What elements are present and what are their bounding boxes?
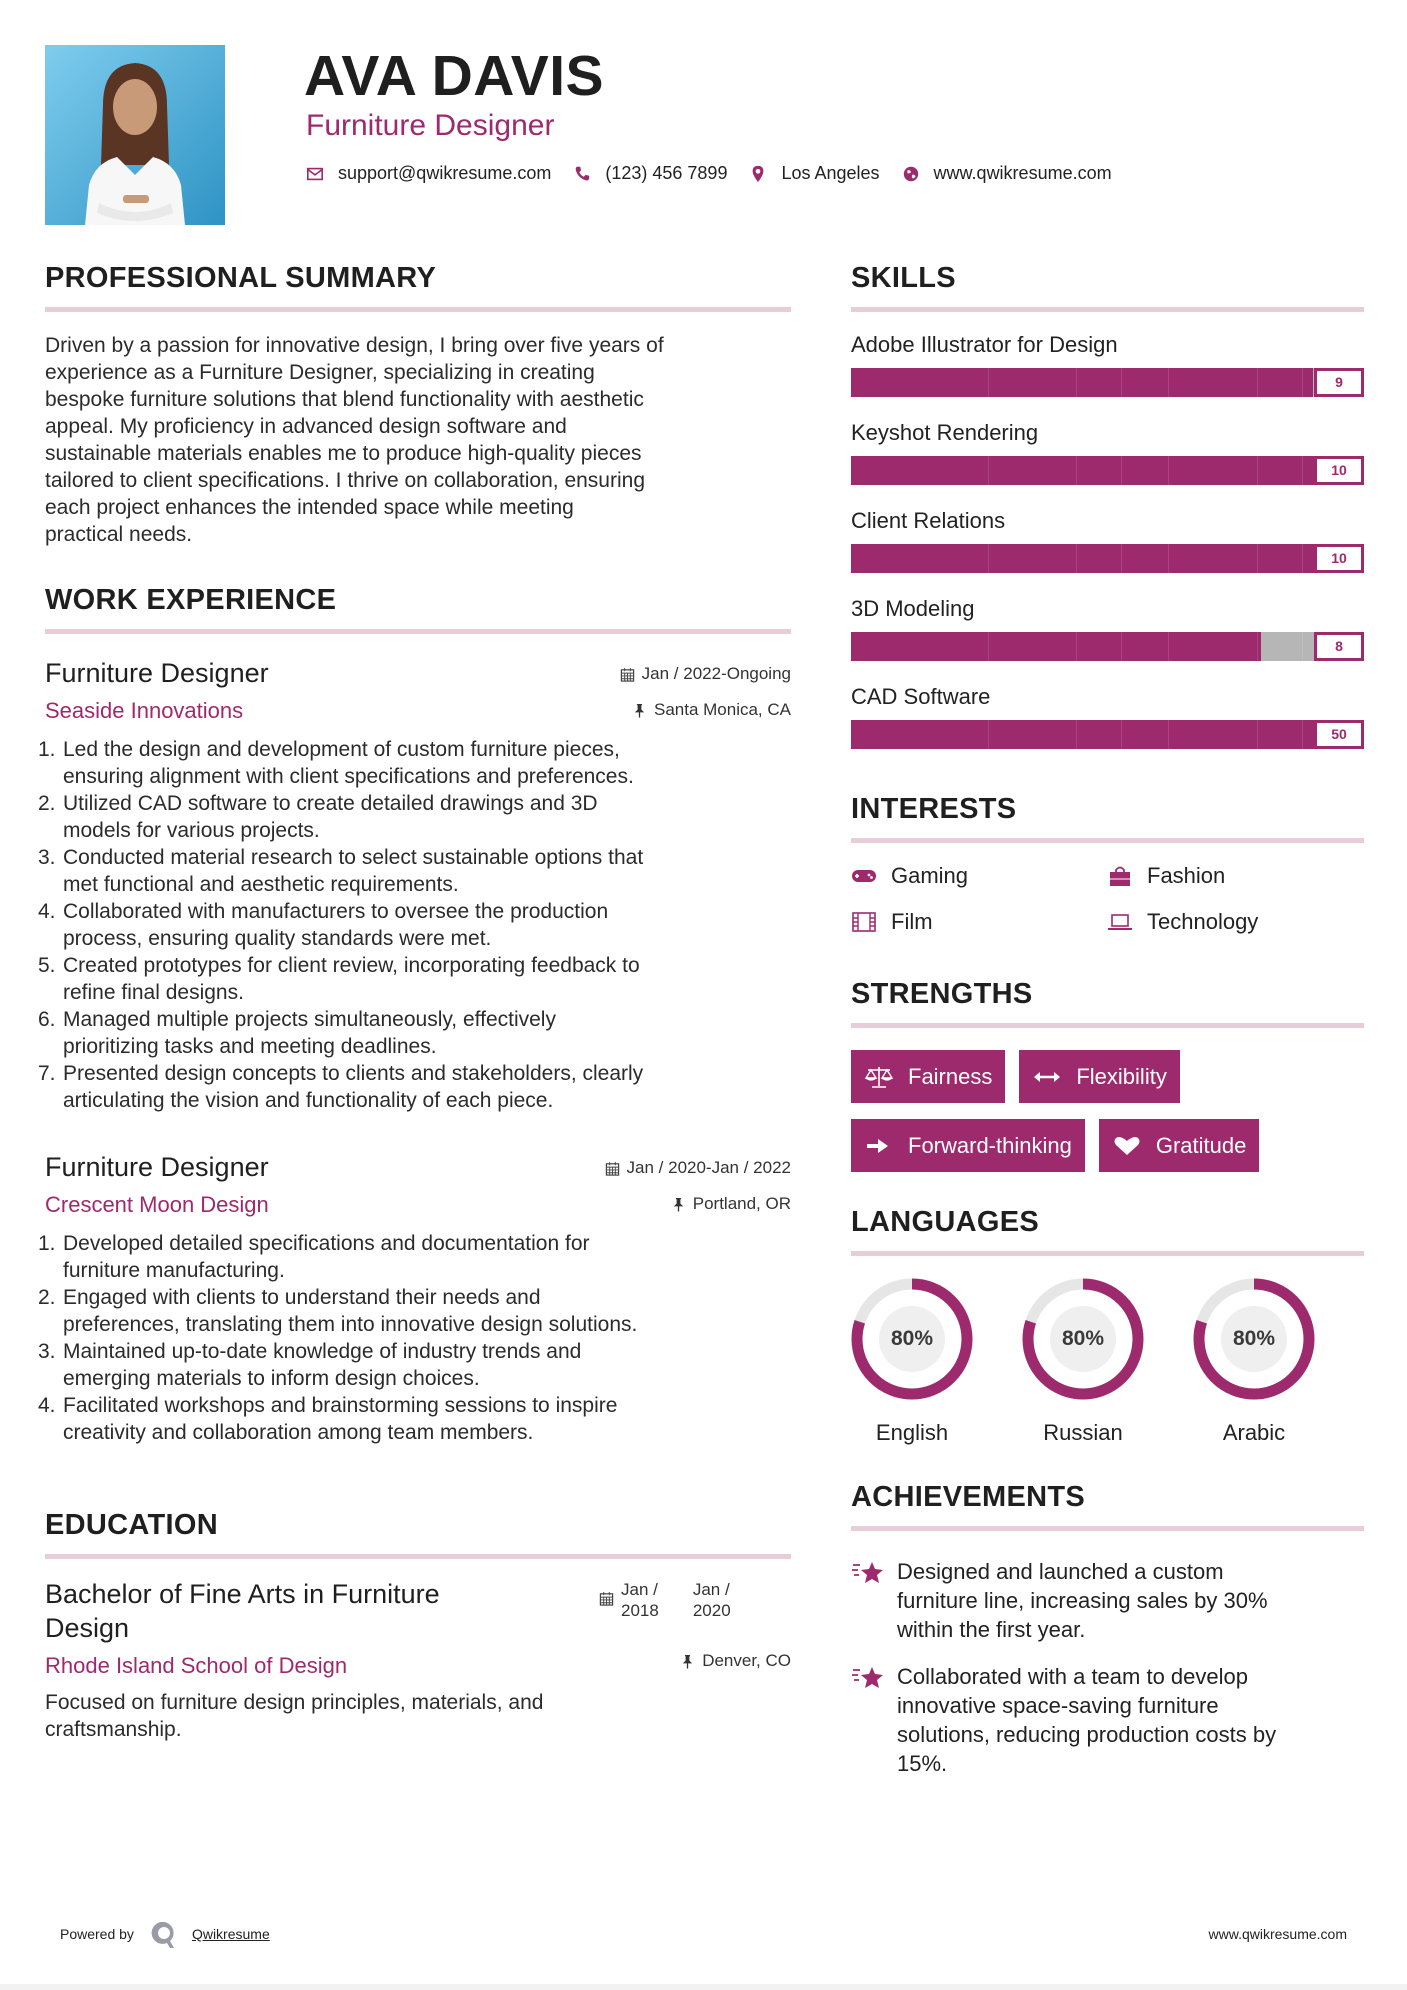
language-item bbox=[1193, 1278, 1364, 1446]
powered-by bbox=[60, 1914, 270, 1954]
calendar-icon bbox=[620, 667, 635, 682]
summary-line: experience as a Furniture Designer, specializing in creating bbox=[45, 361, 595, 384]
language-item bbox=[851, 1278, 1022, 1446]
skill-value-badge: 10 bbox=[1314, 456, 1364, 485]
bullet-item: 2. Utilized CAD software to create detailed drawings and 3D models for various projects. bbox=[38, 792, 598, 842]
degree-title: Bachelor of Fine Arts in Furniture Design bbox=[45, 1579, 440, 1643]
skill-label: 3D Modeling bbox=[851, 596, 975, 621]
job-dates-text: Jan / 2020-Jan / 2022 bbox=[626, 1158, 791, 1177]
languages-section bbox=[851, 1205, 1364, 1446]
bullet-item: 4. Collaborated with manufacturers to oversee the production process, ensuring quality standards were met. bbox=[38, 900, 609, 950]
interests-list bbox=[851, 861, 1364, 937]
job-entry bbox=[38, 1150, 791, 1446]
skill-item bbox=[851, 418, 1364, 485]
language-progress-ring bbox=[1022, 1278, 1144, 1400]
job-bullets bbox=[38, 736, 791, 1114]
section-heading-interests: INTERESTS bbox=[851, 793, 1017, 825]
summary-section bbox=[45, 261, 791, 548]
shooting-star-icon bbox=[851, 1559, 885, 1587]
calendar-icon bbox=[599, 1591, 614, 1606]
shopping-bag-icon bbox=[1107, 865, 1133, 887]
education-dates bbox=[599, 1579, 731, 1621]
shooting-star-icon bbox=[851, 1664, 885, 1692]
education-location-text: Denver, CO bbox=[702, 1651, 791, 1670]
education-description: Focused on furniture design principles, materials, and craftsmanship. bbox=[45, 1691, 544, 1741]
language-percent: 80% bbox=[1061, 1327, 1105, 1350]
section-heading-achievements: ACHIEVEMENTS bbox=[851, 1481, 1086, 1513]
job-location bbox=[671, 1194, 791, 1214]
education-location bbox=[680, 1651, 791, 1671]
achievement-item: Designed and launched a custom furniture line, increasing sales by 30% within the first year. bbox=[851, 1557, 1364, 1644]
footer bbox=[60, 1914, 1347, 1954]
language-progress-ring bbox=[1193, 1278, 1315, 1400]
location-text: Los Angeles bbox=[781, 163, 880, 183]
skill-value-badge: 8 bbox=[1314, 632, 1364, 661]
skills-section bbox=[851, 261, 1364, 749]
job-company: Seaside Innovations bbox=[45, 698, 244, 723]
bullet-item: 5. Created prototypes for client review, incorporating feedback to refine final designs. bbox=[38, 954, 640, 1004]
bullet-item: 4. Facilitated workshops and brainstorming sessions to inspire creativity and collaboration among team members. bbox=[38, 1394, 618, 1444]
education-start: Jan / 2018 bbox=[621, 1580, 659, 1620]
summary-line: sustainable materials enables me to produce high-quality pieces bbox=[45, 442, 642, 465]
strengths-list bbox=[851, 1050, 1321, 1172]
pushpin-icon bbox=[632, 703, 647, 718]
achievement-item: Collaborated with a team to develop innovative space-saving furniture solutions, reducing production costs by 15%. bbox=[851, 1662, 1364, 1778]
section-divider bbox=[45, 307, 791, 312]
website-text: www.qwikresume.com bbox=[933, 163, 1112, 183]
skill-value-badge: 10 bbox=[1314, 544, 1364, 573]
education-end: Jan / 2020 bbox=[692, 1580, 731, 1620]
section-divider bbox=[851, 838, 1364, 843]
skill-item bbox=[851, 682, 1364, 749]
interest-item-film: Film bbox=[851, 907, 1107, 937]
job-title: Furniture Designer bbox=[45, 658, 269, 688]
bullet-item: 6. Managed multiple projects simultaneously, effectively prioritizing tasks and meeting deadlines. bbox=[38, 1008, 556, 1058]
languages-list bbox=[851, 1278, 1364, 1446]
section-divider bbox=[851, 1251, 1364, 1256]
language-percent: 80% bbox=[890, 1327, 934, 1350]
contact-bar bbox=[306, 163, 1134, 184]
skill-value-badge: 50 bbox=[1314, 720, 1364, 749]
section-divider bbox=[851, 307, 1364, 312]
section-heading-education: EDUCATION bbox=[45, 1509, 218, 1541]
section-heading-summary: PROFESSIONAL SUMMARY bbox=[45, 262, 437, 294]
job-location-text: Santa Monica, CA bbox=[653, 700, 791, 719]
job-entry bbox=[38, 656, 791, 1114]
contact-phone[interactable] bbox=[573, 163, 727, 184]
arrow-right-icon bbox=[864, 1134, 894, 1158]
summary-line: tailored to client specifications. I thrive on collaboration, ensuring bbox=[45, 469, 645, 492]
skill-item bbox=[851, 330, 1364, 397]
achievements-section bbox=[851, 1480, 1364, 1778]
section-heading-languages: LANGUAGES bbox=[851, 1206, 1039, 1238]
page-bottom-edge bbox=[0, 1984, 1407, 1990]
language-item bbox=[1022, 1278, 1193, 1446]
bullet-item: 1. Developed detailed specifications and documentation for furniture manufacturing. bbox=[38, 1232, 590, 1282]
candidate-name: AVA DAVIS bbox=[304, 44, 605, 108]
job-location bbox=[632, 700, 791, 720]
skill-item bbox=[851, 594, 1364, 661]
job-bullets bbox=[38, 1230, 791, 1446]
envelope-icon bbox=[306, 165, 324, 183]
gamepad-icon bbox=[851, 865, 877, 887]
section-heading-strengths: STRENGTHS bbox=[851, 978, 1033, 1010]
job-title: Furniture Designer bbox=[45, 1152, 269, 1182]
bullet-item: 7. Presented design concepts to clients and stakeholders, clearly articulating the vision and functionality of each piece. bbox=[38, 1062, 644, 1112]
interests-section bbox=[851, 792, 1364, 937]
bullet-item: 1. Led the design and development of custom furniture pieces, ensuring alignment with client specifications and preferences. bbox=[38, 738, 634, 788]
globe-icon bbox=[902, 165, 920, 183]
map-marker-icon bbox=[749, 165, 767, 183]
job-location-text: Portland, OR bbox=[692, 1194, 791, 1213]
section-heading-experience: WORK EXPERIENCE bbox=[45, 584, 337, 616]
bullet-item: 3. Maintained up-to-date knowledge of industry trends and emerging materials to inform design choices. bbox=[38, 1340, 582, 1390]
strength-chip-flexibility: Flexibility bbox=[1019, 1050, 1179, 1103]
skill-rating-bar bbox=[851, 720, 1364, 749]
language-name: English bbox=[875, 1420, 949, 1445]
strengths-section bbox=[851, 977, 1364, 1172]
interest-item-gaming: Gaming bbox=[851, 861, 1107, 891]
arrows-horizontal-icon bbox=[1032, 1065, 1062, 1089]
section-divider bbox=[45, 1554, 791, 1559]
balance-scale-icon bbox=[864, 1065, 894, 1089]
education-entry bbox=[45, 1577, 791, 1743]
job-dates bbox=[605, 1158, 791, 1178]
contact-email[interactable] bbox=[306, 163, 551, 184]
section-heading-skills: SKILLS bbox=[851, 262, 956, 294]
school-name: Rhode Island School of Design bbox=[45, 1653, 348, 1678]
education-section bbox=[45, 1508, 791, 1743]
job-company: Crescent Moon Design bbox=[45, 1192, 269, 1217]
summary-line: appeal. My proficiency in advanced design software and bbox=[45, 415, 567, 438]
pushpin-icon bbox=[671, 1197, 686, 1212]
profile-photo bbox=[45, 45, 225, 225]
contact-location bbox=[749, 163, 879, 184]
phone-icon bbox=[573, 165, 591, 183]
job-dates-text: Jan / 2022-Ongoing bbox=[641, 664, 791, 683]
strength-chip-fairness: Fairness bbox=[851, 1050, 1005, 1103]
powered-by-label: Powered by bbox=[60, 1926, 134, 1942]
laptop-icon bbox=[1107, 911, 1133, 933]
language-percent: 80% bbox=[1232, 1327, 1276, 1350]
language-name: Russian bbox=[1043, 1420, 1123, 1445]
interest-item-fashion: Fashion bbox=[1107, 861, 1363, 891]
qwikresume-link[interactable]: Qwikresume bbox=[191, 1926, 270, 1942]
summary-line: bespoke furniture solutions that blend functionality with aesthetic bbox=[45, 388, 644, 411]
calendar-icon bbox=[605, 1161, 620, 1176]
skill-label: Adobe Illustrator for Design bbox=[851, 332, 1118, 357]
contact-website[interactable] bbox=[902, 163, 1112, 184]
email-text: support@qwikresume.com bbox=[338, 163, 552, 183]
phone-text: (123) 456 7899 bbox=[605, 163, 728, 183]
skill-value-badge: 9 bbox=[1314, 368, 1364, 397]
skill-label: Client Relations bbox=[851, 508, 1006, 533]
skill-rating-bar bbox=[851, 368, 1364, 397]
job-dates bbox=[620, 664, 791, 684]
bullet-item: 3. Conducted material research to select sustainable options that met functional and aesthetic requirements. bbox=[38, 846, 644, 896]
skill-rating-bar bbox=[851, 544, 1364, 573]
footer-url[interactable]: www.qwikresume.com bbox=[1208, 1926, 1347, 1942]
strength-chip-gratitude: Gratitude bbox=[1099, 1119, 1260, 1172]
qwikresume-logo-icon bbox=[150, 1919, 178, 1949]
summary-line: practical needs. bbox=[45, 523, 193, 546]
skill-label: CAD Software bbox=[851, 684, 991, 709]
film-icon bbox=[851, 911, 877, 933]
experience-section bbox=[38, 583, 791, 1446]
language-progress-ring bbox=[851, 1278, 973, 1400]
achievements-list bbox=[851, 1557, 1364, 1778]
interest-item-technology: Technology bbox=[1107, 907, 1363, 937]
strength-chip-forward-thinking: Forward-thinking bbox=[851, 1119, 1085, 1172]
summary-text bbox=[45, 332, 791, 548]
person-photo-icon bbox=[45, 45, 225, 225]
section-divider bbox=[851, 1023, 1364, 1028]
heart-icon bbox=[1112, 1134, 1142, 1158]
skill-label: Keyshot Rendering bbox=[851, 420, 1039, 445]
bullet-item: 2. Engaged with clients to understand their needs and preferences, translating them into innovative design solutions. bbox=[38, 1286, 638, 1336]
pushpin-icon bbox=[680, 1654, 695, 1669]
language-name: Arabic bbox=[1222, 1420, 1286, 1445]
skill-item bbox=[851, 506, 1364, 573]
summary-line: each project enhances the intended space while meeting bbox=[45, 496, 574, 519]
section-divider bbox=[45, 629, 791, 634]
skills-list bbox=[851, 330, 1364, 749]
summary-line: Driven by a passion for innovative design, I bring over five years of bbox=[45, 334, 664, 357]
section-divider bbox=[851, 1526, 1364, 1531]
skill-rating-bar bbox=[851, 632, 1364, 661]
candidate-title: Furniture Designer bbox=[306, 109, 555, 142]
skill-rating-bar bbox=[851, 456, 1364, 485]
